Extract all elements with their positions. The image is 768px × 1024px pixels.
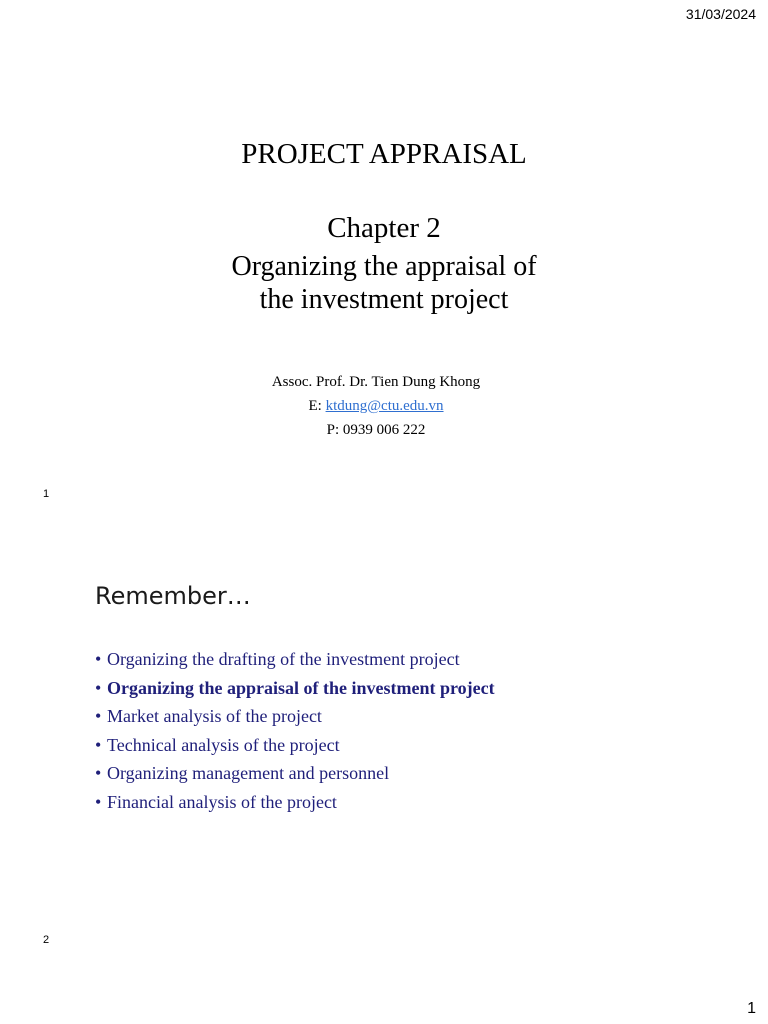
bullet-item: [95, 674, 495, 703]
bullet-item: [95, 731, 495, 760]
bullet-icon: •: [95, 734, 102, 755]
slide-number: 1: [43, 488, 50, 500]
bullet-item: [95, 759, 495, 788]
bullet-text: Organizing the drafting of the investment project: [107, 649, 460, 669]
bullet-item: [95, 645, 495, 674]
remember-heading: Remember…: [95, 582, 251, 610]
bullet-text: Technical analysis of the project: [107, 734, 340, 755]
email-link[interactable]: ktdung@ctu.edu.vn: [325, 398, 444, 414]
bullet-text: Financial analysis of the project: [107, 791, 337, 812]
slide-number: 2: [43, 934, 50, 946]
chapter-subtitle-line-2: the investment project: [259, 284, 509, 315]
chapter-heading: Chapter 2: [327, 212, 441, 244]
title-slide: [0, 0, 768, 510]
author-block: [0, 370, 752, 442]
author-phone: P: 0939 006 222: [326, 422, 426, 438]
bullet-text: Organizing management and personnel: [107, 763, 390, 783]
bullet-item: [95, 788, 495, 817]
bullet-item: [95, 702, 495, 731]
bullet-icon: •: [95, 791, 102, 812]
slide-title: PROJECT APPRAISAL: [241, 138, 527, 170]
header-date: 31/03/2024: [685, 6, 756, 22]
chapter-subtitle: [0, 250, 768, 316]
bullet-icon: •: [95, 763, 102, 783]
bullet-text: Organizing the appraisal of the investment project: [107, 677, 495, 698]
author-name: Assoc. Prof. Dr. Tien Dung Khong: [271, 374, 481, 390]
page-number: 1: [747, 1000, 756, 1017]
chapter-subtitle-line-1: Organizing the appraisal of: [231, 251, 537, 282]
bullet-icon: •: [95, 677, 102, 698]
bullet-icon: •: [95, 649, 102, 669]
bullet-text: Market analysis of the project: [107, 706, 322, 726]
remember-slide: [0, 510, 768, 956]
bullet-icon: •: [95, 706, 102, 726]
email-prefix: E:: [308, 398, 326, 414]
topic-bullet-list: [95, 645, 495, 816]
author-email-line: [0, 394, 752, 418]
